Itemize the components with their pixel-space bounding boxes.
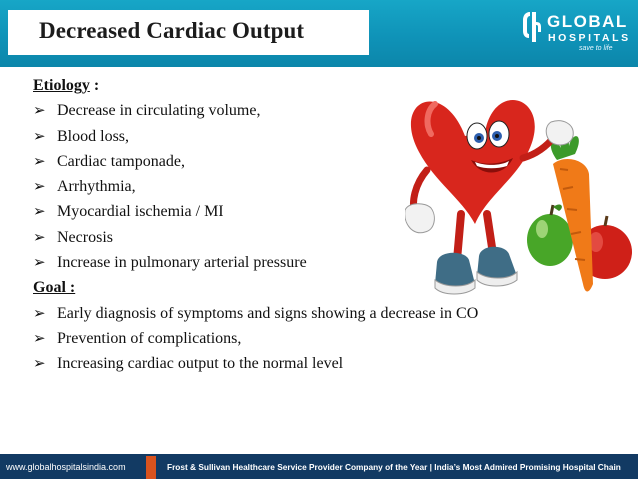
sneakers-icon — [435, 247, 517, 294]
arrow-bullet-icon: ➢ — [33, 227, 46, 246]
list-item-text: Cardiac tamponade, — [57, 152, 185, 170]
logo-mark-icon — [519, 10, 543, 44]
arrow-bullet-icon: ➢ — [33, 328, 46, 347]
footer-website-link[interactable]: www.globalhospitalsindia.com — [6, 462, 126, 472]
list-item-text: Myocardial ischemia / MI — [57, 203, 224, 221]
etiology-heading-colon: : — [93, 77, 100, 94]
logo-name: GLOBAL — [547, 12, 628, 31]
list-item — [33, 326, 478, 351]
arrow-bullet-icon: ➢ — [33, 151, 46, 170]
list-item-text: Prevention of complications, — [57, 329, 242, 347]
goal-heading: Goal : — [33, 279, 76, 297]
list-item-text: Decrease in circulating volume, — [57, 102, 261, 120]
list-item-text: Blood loss, — [57, 127, 130, 145]
arrow-bullet-icon: ➢ — [33, 253, 46, 272]
list-item-text: Increasing cardiac output to the normal level — [57, 355, 344, 373]
list-item-text: Increase in pulmonary arterial pressure — [57, 254, 307, 272]
arrow-bullet-icon: ➢ — [33, 177, 46, 196]
global-hospitals-logo — [519, 6, 633, 56]
carrot-icon — [551, 134, 593, 291]
logo-tagline: save to life — [579, 45, 613, 52]
list-item-text: Early diagnosis of symptoms and signs showing a decrease in CO — [57, 304, 479, 322]
list-item-text: Necrosis — [57, 228, 113, 246]
arrow-bullet-icon: ➢ — [33, 101, 46, 120]
slide-title: Decreased Cardiac Output — [39, 18, 305, 43]
arrow-bullet-icon: ➢ — [33, 202, 46, 221]
etiology-heading: Etiology — [33, 77, 90, 94]
footer-accent — [146, 456, 156, 479]
list-item — [33, 351, 478, 376]
list-item-text: Arrhythmia, — [57, 178, 136, 196]
arrow-bullet-icon: ➢ — [33, 303, 46, 322]
footer-tagline: Frost & Sullivan Healthcare Service Provider Company of the Year | India’s Most Admired Promising Hospital Chain — [167, 462, 621, 472]
heart-character-clipart — [405, 74, 635, 306]
logo-subtitle: HOSPITALS — [548, 32, 631, 44]
arrow-bullet-icon: ➢ — [33, 126, 46, 145]
arrow-bullet-icon: ➢ — [33, 354, 46, 373]
